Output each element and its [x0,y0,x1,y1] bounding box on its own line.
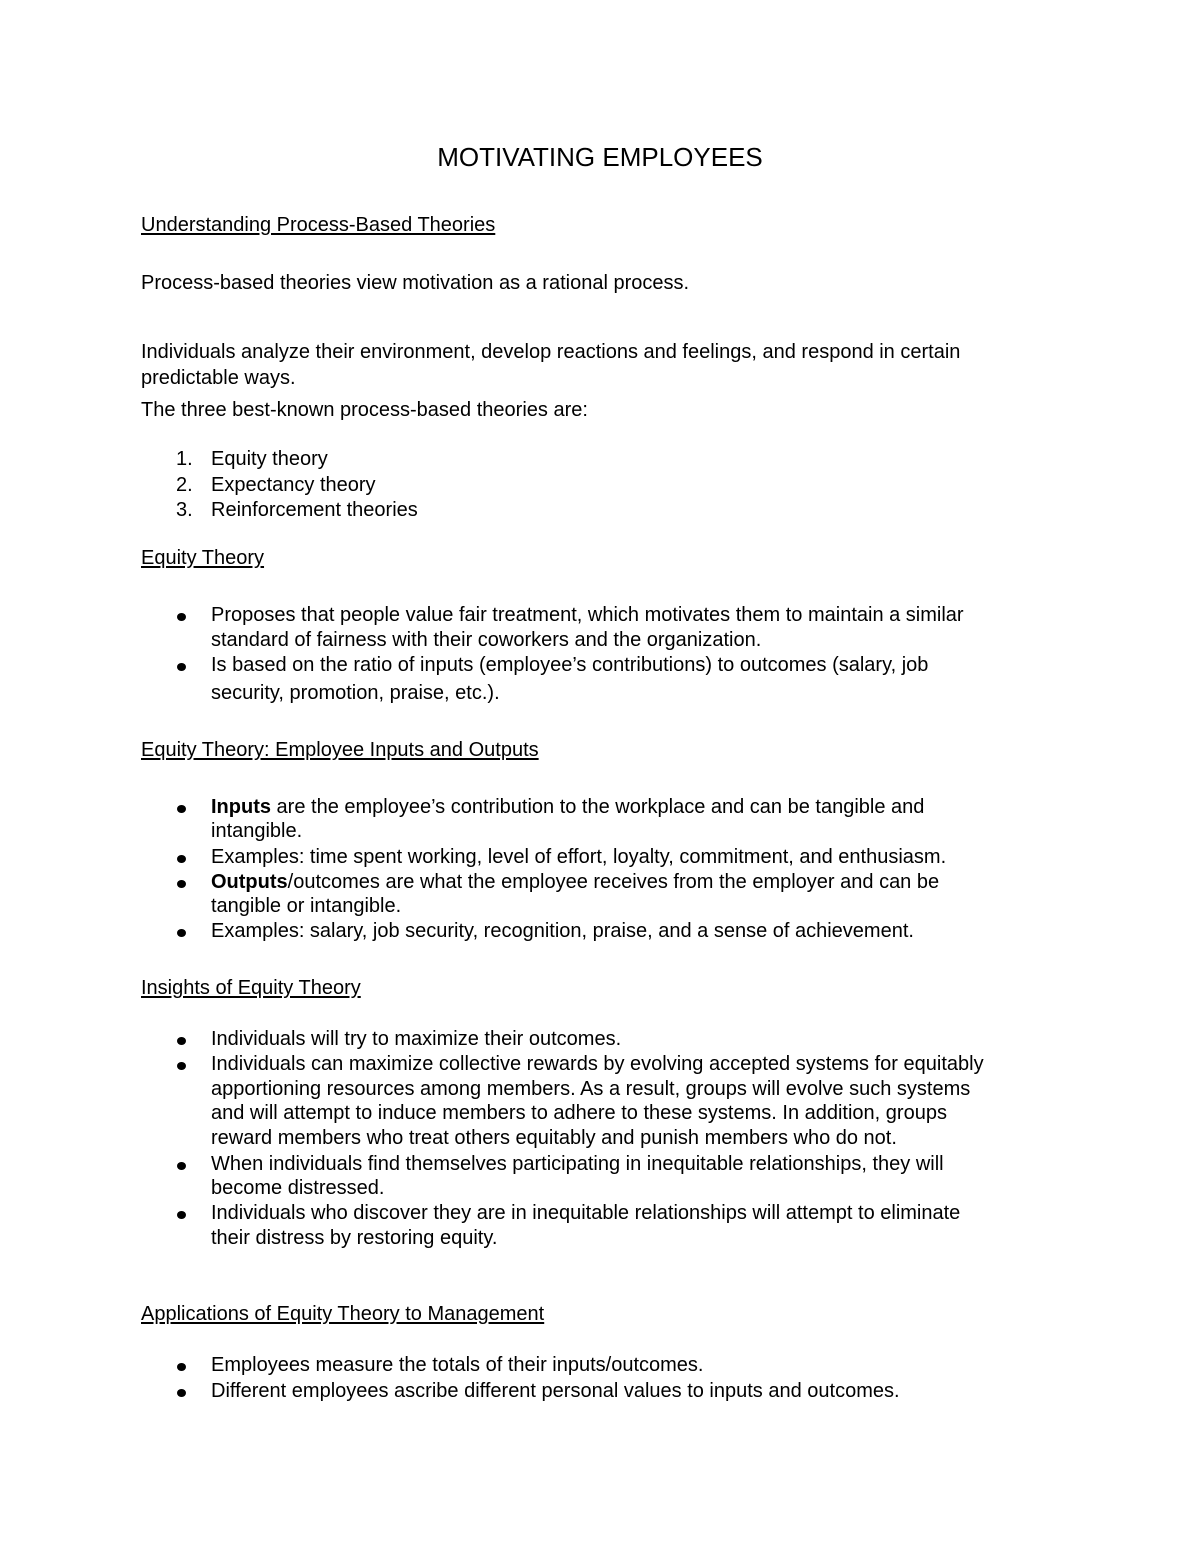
list-item-expectancy: Expectancy theory [211,474,376,496]
bullet-text: Is based on the ratio of inputs (employee’s contributions) to outcomes (salary, job [211,654,929,676]
bullet-text: Individuals who discover they are in inequitable relationships will attempt to eliminate [211,1202,961,1224]
section-heading-equity-theory: Equity Theory [141,547,265,569]
bullet-icon [177,880,186,888]
bullet-text-continued: apportioning resources among members. As a result, groups will evolve such systems [211,1078,971,1100]
list-number: 2. [176,474,193,496]
bullet-icon [177,1062,186,1070]
list-item-reinforcement: Reinforcement theories [211,499,418,521]
bullet-text: Individuals can maximize collective rewards by evolving accepted systems for equitably [211,1053,984,1075]
bullet-text-continued: their distress by restoring equity. [211,1227,498,1249]
bold-term-outputs: Outputs [211,871,288,893]
bullet-text: Different employees ascribe different personal values to inputs and outcomes. [211,1380,900,1402]
bullet-icon [177,805,186,813]
bullet-text-continued: become distressed. [211,1177,385,1199]
bullet-text-continued: security, promotion, praise, etc.). [211,682,500,704]
bullet-text: When individuals find themselves participating in inequitable relationships, they will [211,1153,944,1175]
section-heading-applications: Applications of Equity Theory to Management [141,1303,545,1325]
bullet-text [211,796,924,819]
bullet-text-continued: tangible or intangible. [211,895,402,917]
bullet-icon [177,929,186,937]
bullet-text-rest: are the employee’s contribution to the workplace and can be tangible and [271,796,925,818]
bullet-icon [177,1363,186,1371]
bullet-text-continued: and will attempt to induce members to adhere to these systems. In addition, groups [211,1102,947,1124]
section-heading-inputs-outputs: Equity Theory: Employee Inputs and Outputs [141,739,539,761]
bullet-text: Examples: salary, job security, recognition, praise, and a sense of achievement. [211,920,914,942]
bullet-icon [177,613,186,621]
bullet-text: Individuals will try to maximize their outcomes. [211,1028,622,1050]
bullet-text: Employees measure the totals of their inputs/outcomes. [211,1354,704,1376]
list-number: 3. [176,499,193,521]
bullet-icon [177,663,186,671]
bullet-icon [177,1037,186,1045]
bullet-text [211,871,939,894]
bullet-icon [177,855,186,863]
bullet-text: Examples: time spent working, level of effort, loyalty, commitment, and enthusiasm. [211,846,947,868]
list-item-equity: Equity theory [211,448,328,470]
bullet-icon [177,1211,186,1219]
paragraph-three-theories: The three best-known process-based theories are: [141,399,588,421]
bullet-text-continued: reward members who treat others equitably and punish members who do not. [211,1127,897,1149]
bullet-text-continued: standard of fairness with their coworkers and the organization. [211,629,762,651]
bullet-text-continued: intangible. [211,820,303,842]
bullet-text: Proposes that people value fair treatment, which motivates them to maintain a similar [211,604,964,626]
document-title: MOTIVATING EMPLOYEES [437,142,763,172]
bullet-icon [177,1162,186,1170]
bold-term-inputs: Inputs [211,796,271,818]
bullet-text-rest: /outcomes are what the employee receives from the employer and can be [287,871,940,893]
paragraph-process-based: Process-based theories view motivation as a rational process. [141,272,690,294]
bullet-icon [177,1389,186,1397]
section-heading-insights: Insights of Equity Theory [141,977,361,999]
section-heading-process-based: Understanding Process-Based Theories [141,214,496,236]
paragraph-individuals-line1: Individuals analyze their environment, develop reactions and feelings, and respond in certain [141,341,961,363]
paragraph-individuals-line2: predictable ways. [141,367,296,389]
list-number: 1. [176,448,193,470]
